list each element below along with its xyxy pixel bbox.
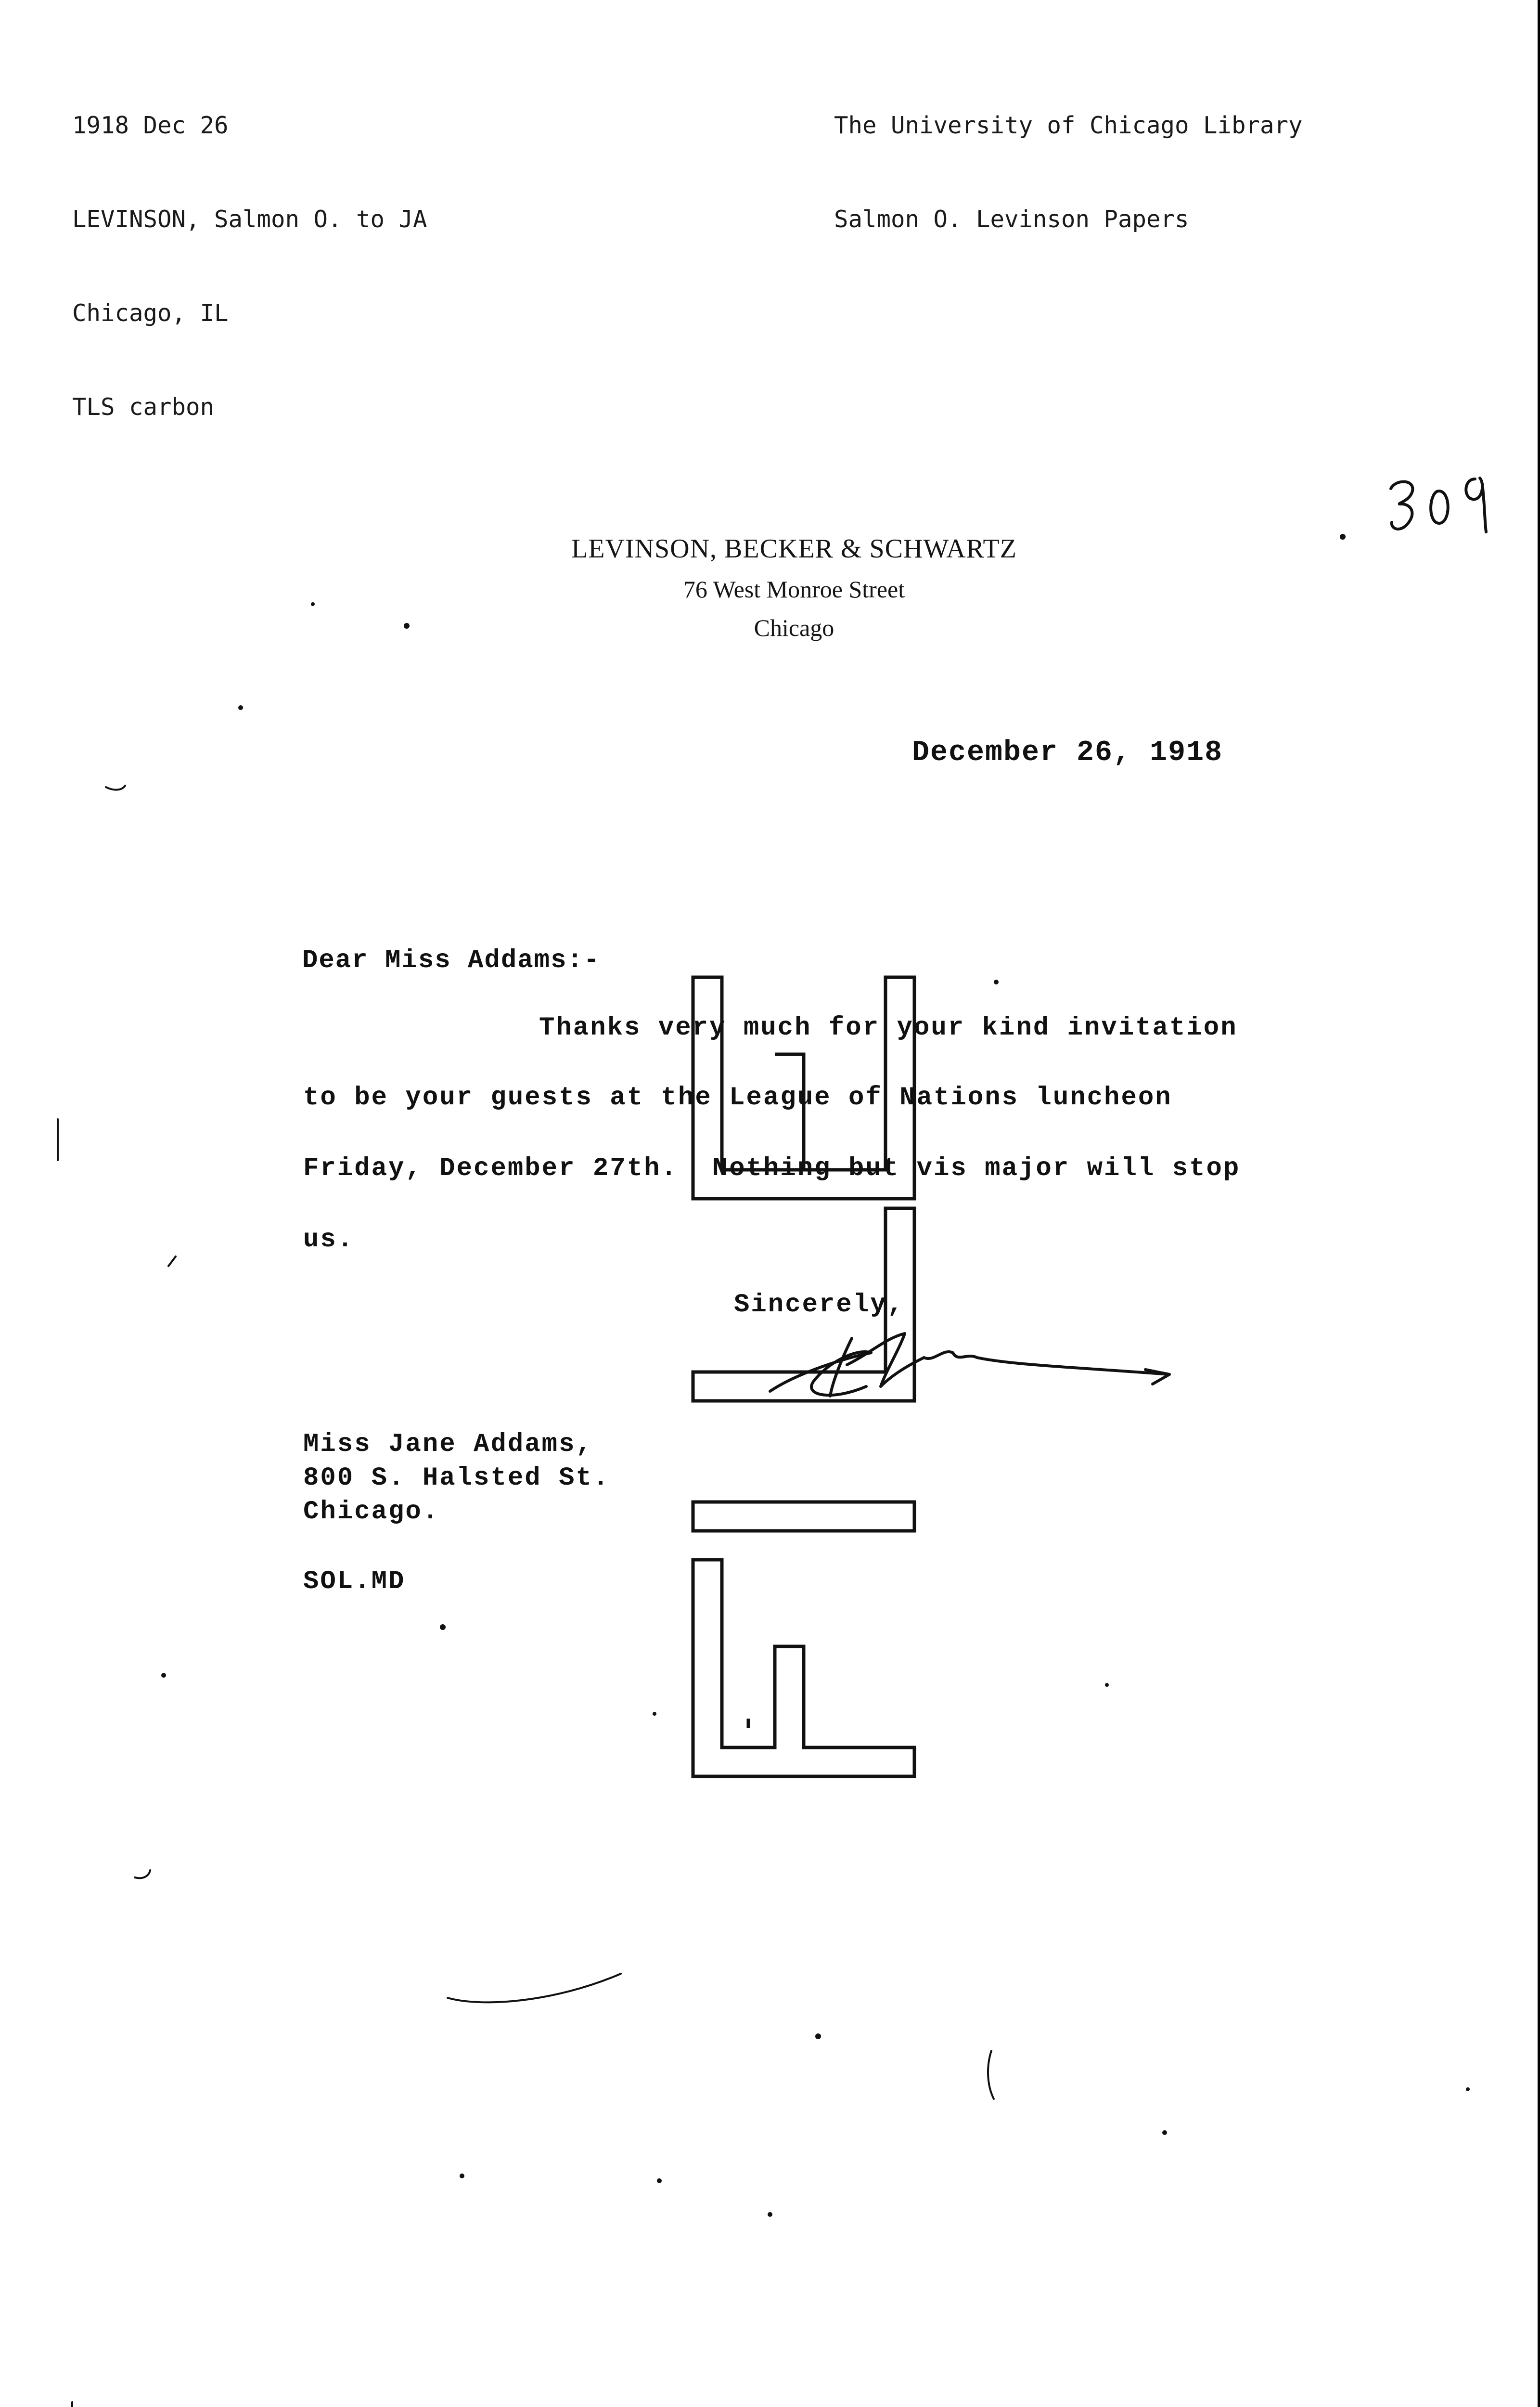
recipient-name: Miss Jane Addams, [303, 1430, 593, 1459]
letter-closing: Sincerely, [734, 1290, 905, 1320]
archive-date-line: 1918 Dec 26 [72, 112, 229, 139]
letterhead-street: 76 West Monroe Street [683, 576, 905, 603]
recipient-street: 800 S. Halsted St. [303, 1463, 610, 1493]
letter-body-line: Thanks very much for your kind invitation [539, 1013, 1238, 1043]
letter-date: December 26, 1918 [912, 737, 1223, 769]
reference-initials: SOL.MD [303, 1567, 406, 1596]
letter-body-line: to be your guests at the League of Nations luncheon [303, 1083, 1172, 1113]
letterhead-firm-name: LEVINSON, BECKER & SCHWARTZ [571, 534, 1017, 564]
letter-salutation: Dear Miss Addams:- [302, 946, 601, 975]
letter-body-line: us. [303, 1225, 355, 1255]
letterhead-city: Chicago [754, 614, 834, 641]
archive-library-line: The University of Chicago Library [834, 112, 1303, 139]
archive-collection-line: Salmon O. Levinson Papers [834, 206, 1189, 233]
archive-format-line: TLS carbon [72, 393, 215, 421]
archive-correspondents-line: LEVINSON, Salmon O. to JA [72, 206, 427, 233]
archive-place-line: Chicago, IL [72, 299, 229, 327]
recipient-city: Chicago. [303, 1497, 440, 1527]
letter-body-line: Friday, December 27th. Nothing but vis major will stop [303, 1154, 1241, 1183]
